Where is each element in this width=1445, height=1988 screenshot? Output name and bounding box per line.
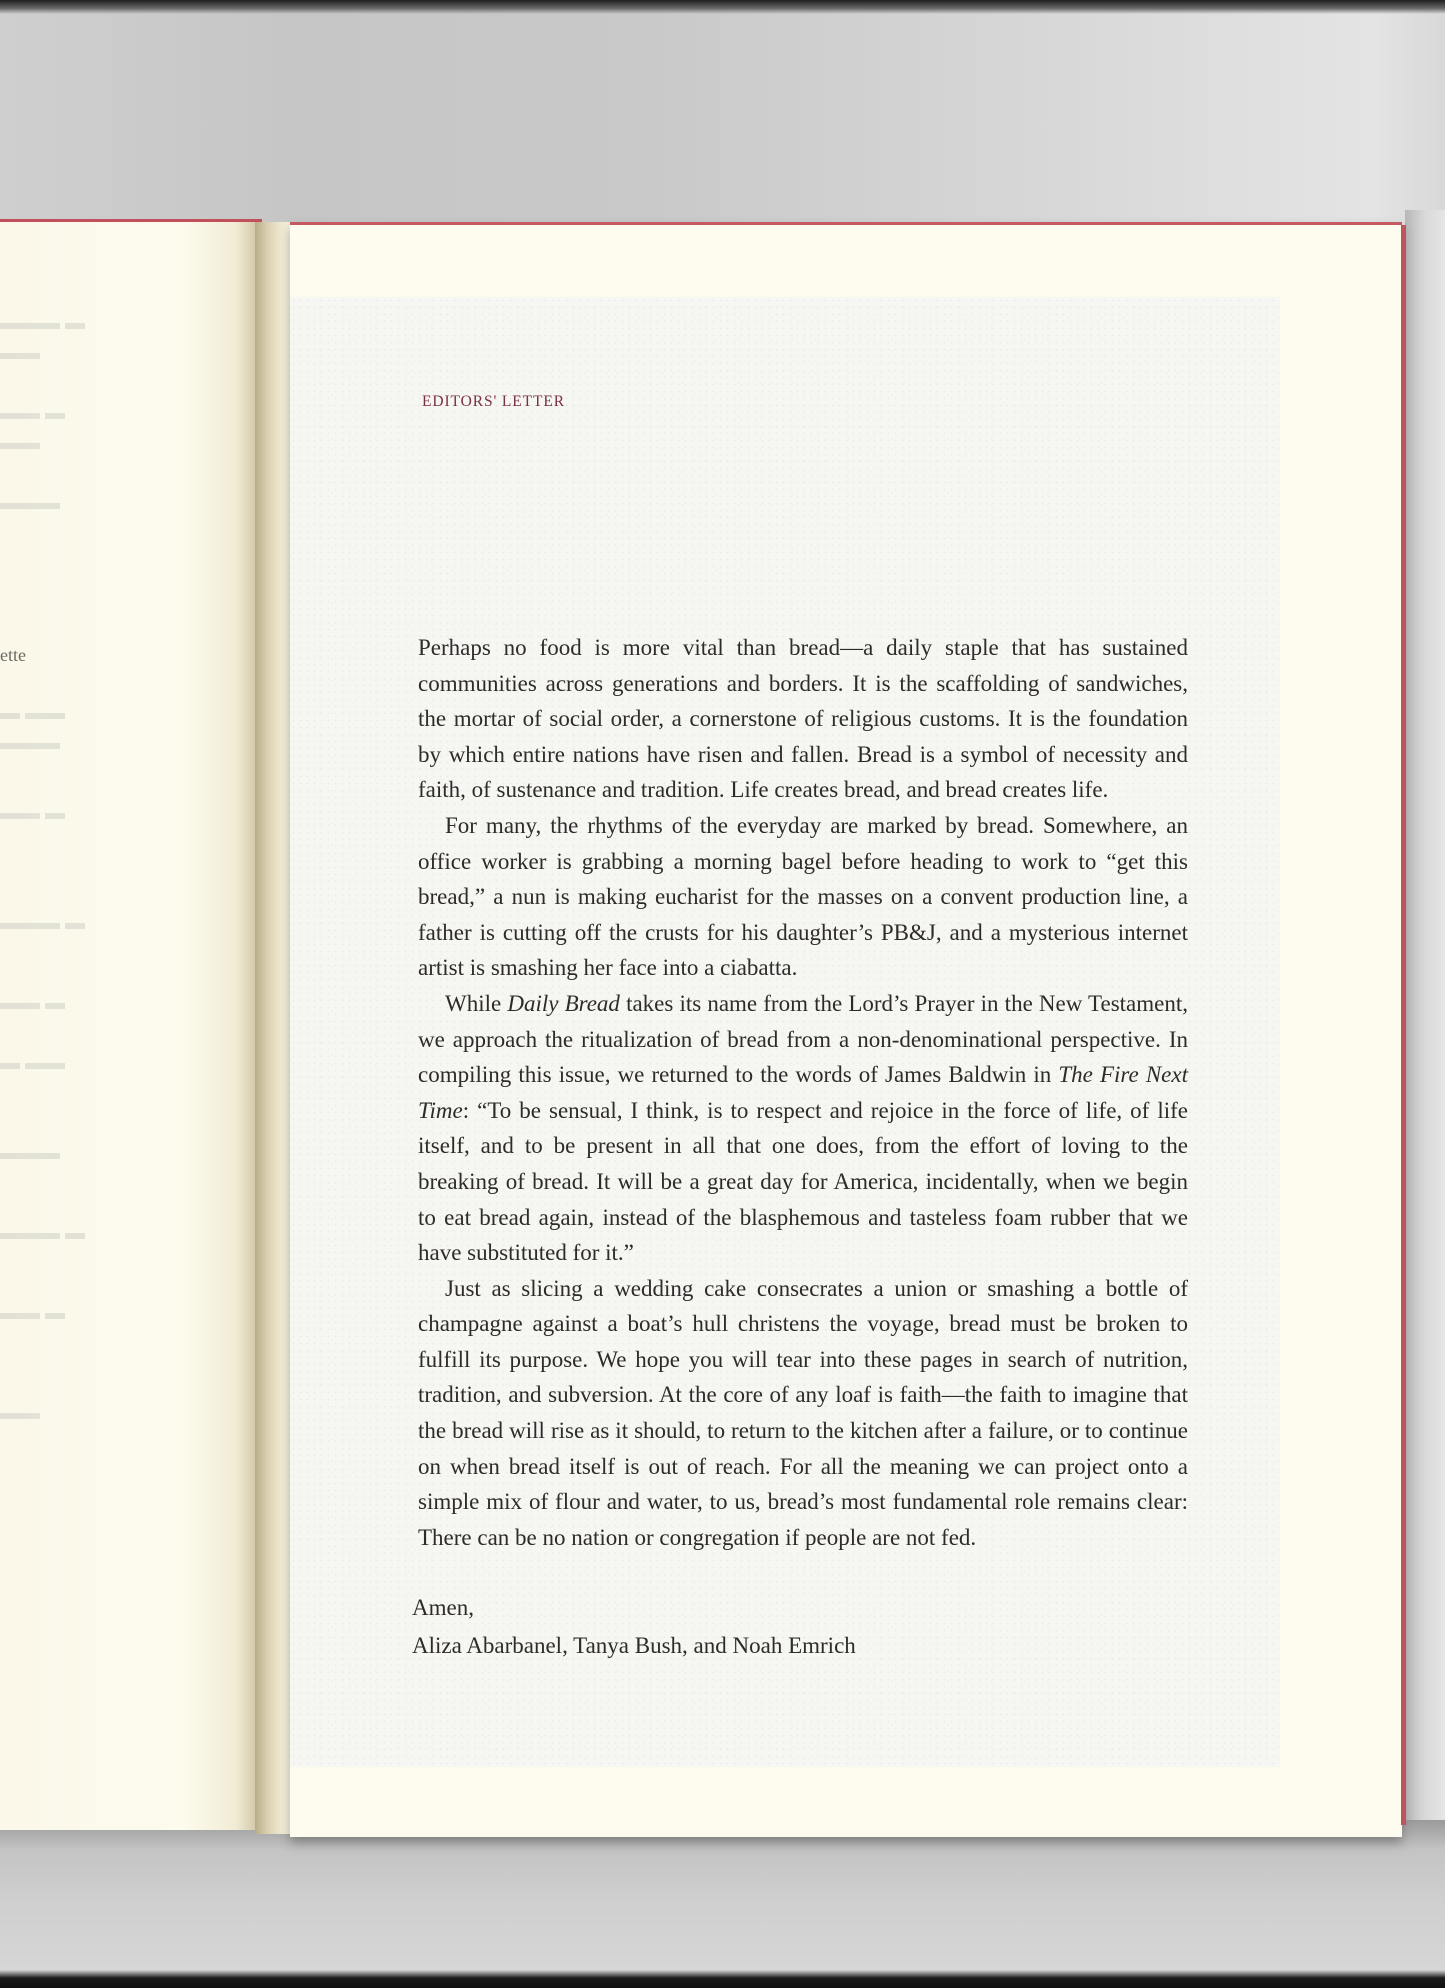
scanner-background-top	[0, 0, 1445, 225]
show-through-text: ▬▬	[0, 342, 40, 364]
page-edge-red	[1401, 225, 1406, 1825]
left-page-text-fragment: ette	[0, 645, 26, 665]
show-through-text: ▬▬ ▬	[0, 992, 65, 1014]
closing: Amen,	[412, 1595, 474, 1620]
book-gutter-shadow	[255, 222, 295, 1834]
show-through-text: ▬▬	[0, 432, 40, 454]
section-heading: EDITORS' LETTER	[422, 393, 566, 410]
scanner-background-right	[1405, 210, 1445, 1830]
show-through-text: ▬▬▬ ▬	[0, 912, 85, 934]
letter-body	[418, 630, 1188, 1555]
show-through-text: ▬▬▬	[0, 732, 60, 754]
paragraph-text: takes its name from the Lord’s Prayer in the New Testament, we approach the ritualization of bread from a non-denominational perspective. In compiling this issue, we returned to the words of James Baldwin in	[418, 990, 1188, 1088]
book-title: The Fire Next Time	[418, 1062, 1188, 1123]
show-through-text: ▬ ▬▬	[0, 702, 65, 724]
paragraph-1	[418, 630, 1188, 808]
paragraph-text: While	[445, 990, 508, 1016]
show-through-text: ▬ ▬▬	[0, 1052, 65, 1074]
paragraph-2	[418, 808, 1188, 986]
show-through-text: ▬▬ ▬	[0, 1302, 65, 1324]
right-page	[290, 222, 1402, 1837]
show-through-text: ▬▬ ▬	[0, 802, 65, 824]
show-through-text: ▬▬	[0, 1402, 40, 1424]
paragraph-text: For many, the rhythms of the everyday are marked by bread. Somewhere, an office worker is grabbing a morning bagel before heading to work to “get this bread,” a nun is making eucharist for the masses on a convent production line, a father is cutting off the crusts for his daughter’s PB&J, and a mysterious internet artist is smashing her face into a ciabatta.	[418, 812, 1188, 981]
show-through-text: ▬▬▬	[0, 1142, 60, 1164]
show-through-text: ▬▬▬	[0, 492, 60, 514]
signoff	[412, 1589, 856, 1665]
show-through-text: ▬▬▬ ▬	[0, 312, 85, 334]
paragraph-text: Perhaps no food is more vital than bread—a daily staple that has sustained communities across generations and borders. It is the scaffolding of sandwiches, the mortar of social order, a cornerstone of religious customs. It is the foundation by which entire nations have risen and fallen. Bread is a symbol of necessity and faith, of sustenance and tradition. Life creates bread, and bread creates life.	[418, 635, 1188, 803]
quotation-text: : “To be sensual, I think, is to respect and rejoice in the force of life, of life itself, and to be present in all that one does, from the effort of loving to the breaking of bread. It will be a great day for America, incidentally, when we begin to eat bread again, instead of the blasphemous and tasteless foam rubber that we have substituted for it.”	[418, 1097, 1188, 1266]
paragraph-4	[418, 1271, 1188, 1556]
scanner-background-bottom	[0, 1820, 1445, 1988]
paragraph-3	[418, 986, 1188, 1271]
show-through-text: ▬▬ ▬	[0, 402, 65, 424]
signatories: Aliza Abarbanel, Tanya Bush, and Noah Emrich	[412, 1633, 856, 1658]
publication-title: Daily Bread	[507, 990, 620, 1016]
left-page	[0, 219, 262, 1830]
show-through-text: ▬▬▬ ▬	[0, 1222, 85, 1244]
paragraph-text: Just as slicing a wedding cake consecrates a union or smashing a bottle of champagne against a boat’s hull christens the voyage, bread must be broken to fulfill its purpose. We hope you will tear into these pages in search of nutrition, tradition, and subversion. At the core of any loaf is faith—the faith to imagine that the bread will rise as it should, to return to the kitchen after a failure, or to continue on when bread itself is out of reach. For all the meaning we can project onto a simple mix of flour and water, to us, bread’s most fundamental role remains clear: There can be no nation or congregation if people are not fed.	[418, 1275, 1188, 1550]
